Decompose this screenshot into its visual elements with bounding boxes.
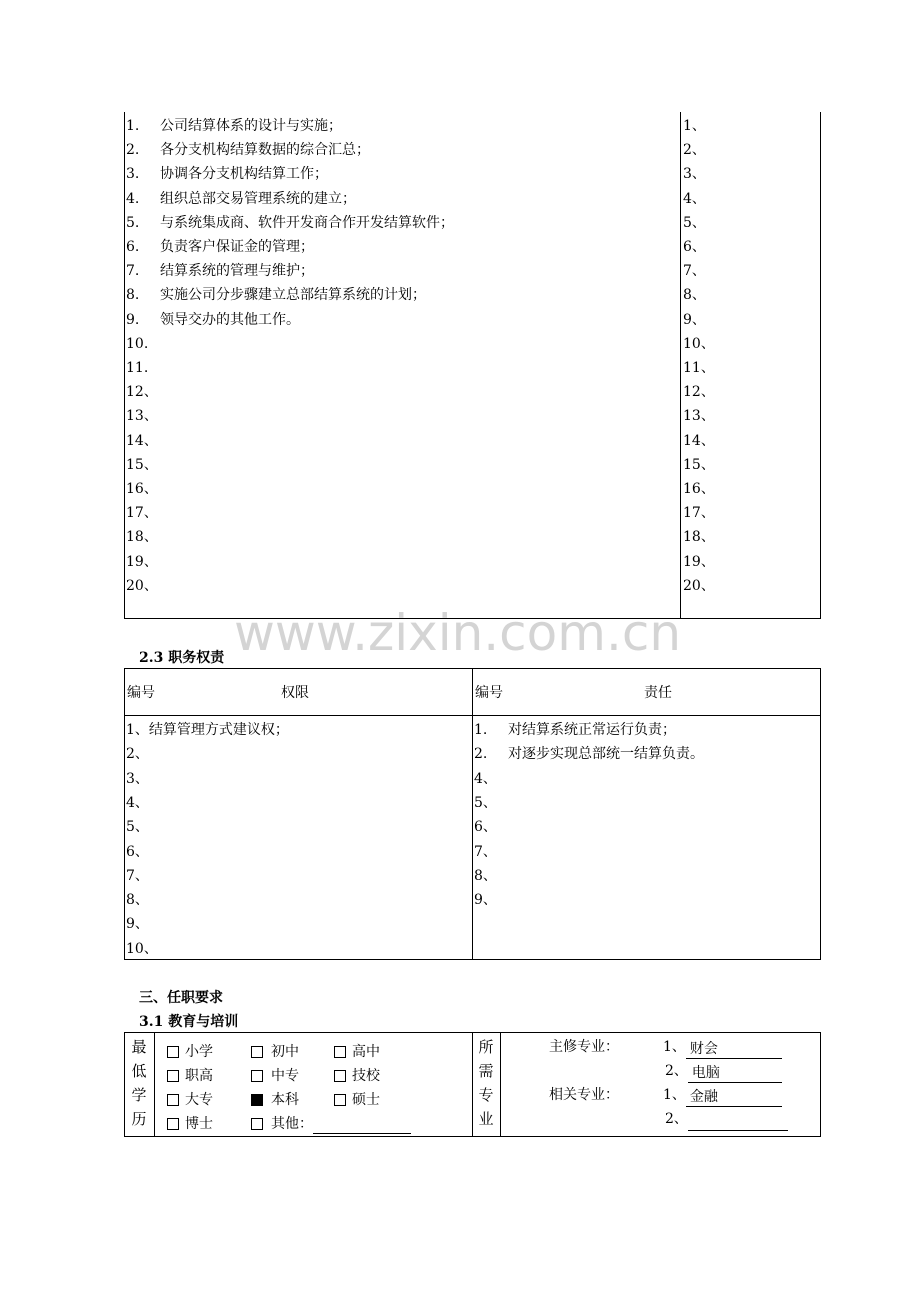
- responsibility-item-number: 9、: [474, 892, 497, 909]
- responsibility-item: [474, 864, 508, 888]
- duty-item: [126, 380, 160, 404]
- duty-item-number: 13、: [126, 408, 158, 425]
- duty-item-text: 结算系统的管理与维护；: [160, 263, 314, 280]
- education-option-label: 博士: [185, 1116, 213, 1132]
- vertical-label-char: 低: [131, 1062, 147, 1080]
- education-option[interactable]: [334, 1042, 380, 1062]
- duty-item-number: 19、: [126, 553, 158, 570]
- education-option[interactable]: [167, 1066, 213, 1086]
- duty-item-text: 公司结算体系的设计与实施；: [160, 118, 342, 134]
- duty-item: [126, 187, 356, 211]
- responsibility-item: [474, 815, 508, 839]
- section-2-3-title: 2.3 职务权责: [139, 650, 225, 666]
- responsibility-item-number: 8、: [474, 867, 497, 884]
- duty-item: [126, 404, 160, 428]
- education-option[interactable]: [251, 1042, 299, 1062]
- education-option-label: 其他：: [271, 1116, 313, 1132]
- right-item-number: 6、: [126, 843, 149, 860]
- education-option-label: 高中: [352, 1044, 380, 1060]
- duty-item-text: 领导交办的其他工作。: [160, 311, 300, 328]
- duty-item: [126, 356, 160, 380]
- vertical-label-char: 学: [131, 1086, 147, 1104]
- responsibility-item: [474, 718, 676, 742]
- duty-item: [126, 501, 160, 525]
- duty-item-number: 20、: [126, 577, 158, 594]
- duty-right-item: 3、: [683, 166, 706, 183]
- duty-item: [126, 332, 160, 356]
- right-item-number: 9、: [126, 916, 149, 933]
- education-option-label: 硕士: [352, 1092, 380, 1108]
- duty-item: [126, 211, 454, 235]
- duty-item: [126, 453, 160, 477]
- checkbox-icon[interactable]: [251, 1094, 263, 1106]
- section-3-title: 三、任职要求: [139, 990, 223, 1006]
- duty-item-text: 组织总部交易管理系统的建立；: [160, 190, 356, 207]
- duty-item-number: 11.: [126, 360, 149, 376]
- right-item: [126, 815, 149, 839]
- duty-item-text: 与系统集成商、软件开发商合作开发结算软件；: [160, 214, 454, 231]
- duty-item-text: 实施公司分步骤建立总部结算系统的计划；: [160, 287, 426, 304]
- education-option-label: 职高: [185, 1068, 213, 1084]
- duty-right-item: 19、: [683, 553, 715, 570]
- duty-item-number: 15、: [126, 456, 158, 473]
- duty-item-text: 负责客户保证金的管理；: [160, 239, 314, 255]
- right-item: [126, 864, 149, 888]
- right-item: [126, 912, 149, 936]
- duty-item-number: 16、: [126, 481, 158, 497]
- duty-right-item: 20、: [683, 577, 715, 594]
- duty-item: [126, 162, 328, 186]
- education-option[interactable]: [251, 1066, 299, 1086]
- duty-right-item: 10、: [683, 335, 715, 352]
- right-item: [126, 767, 149, 791]
- duty-right-item: 16、: [683, 481, 715, 497]
- major-entry: [665, 1059, 782, 1083]
- duty-item: [126, 138, 370, 162]
- checkbox-icon[interactable]: [167, 1070, 179, 1082]
- major-number: 2、: [665, 1063, 688, 1079]
- major-number: 1、: [663, 1039, 686, 1055]
- responsibility-item-text: 对逐步实现总部统一结算负责。: [508, 746, 704, 763]
- duty-right-item: 12、: [683, 384, 715, 401]
- major-value[interactable]: 财会: [686, 1041, 782, 1059]
- related-major-label: 相关专业：: [549, 1087, 619, 1103]
- major-number: 2、: [665, 1111, 688, 1127]
- education-option[interactable]: [167, 1114, 213, 1134]
- duty-right-item: 17、: [683, 505, 715, 522]
- major-value[interactable]: 电脑: [688, 1065, 782, 1083]
- vertical-label-char: 最: [131, 1038, 147, 1056]
- duty-item-text: 各分支机构结算数据的综合汇总；: [160, 142, 370, 159]
- other-blank-line[interactable]: [313, 1116, 411, 1134]
- education-option-label: 初中: [271, 1044, 299, 1060]
- right-item-number: 5、: [126, 819, 149, 836]
- duty-item-text: 协调各分支机构结算工作；: [160, 166, 328, 183]
- right-item-number: 10、: [126, 940, 158, 957]
- education-option[interactable]: [251, 1090, 299, 1110]
- major-entry: [663, 1083, 782, 1107]
- duty-item-number: 4.: [126, 190, 140, 207]
- major-entry: [663, 1035, 782, 1059]
- main-major-label: 主修专业：: [549, 1039, 619, 1055]
- checkbox-icon[interactable]: [251, 1046, 263, 1058]
- checkbox-icon[interactable]: [334, 1070, 346, 1082]
- responsibility-item-number: 5、: [474, 794, 497, 811]
- education-option[interactable]: [167, 1042, 213, 1062]
- watermark: www.zixin.com.cn: [234, 604, 682, 662]
- duty-item: [126, 259, 314, 283]
- duty-item-number: 5.: [126, 214, 140, 231]
- right-item-number: 8、: [126, 892, 149, 909]
- responsibility-item-number: 1.: [474, 722, 488, 738]
- duty-right-item: 15、: [683, 456, 715, 473]
- education-option-label: 技校: [352, 1068, 380, 1084]
- duty-item-number: 12、: [126, 384, 158, 401]
- responsibilities-header-num: 编号: [475, 685, 503, 701]
- duty-right-item: 14、: [683, 432, 715, 449]
- rights-header-num: 编号: [127, 685, 155, 701]
- duty-item-number: 9.: [126, 311, 140, 328]
- duty-item-number: 8.: [126, 287, 140, 304]
- vertical-label-char: 专: [478, 1086, 494, 1104]
- duty-item: [126, 429, 160, 453]
- duty-right-item: 13、: [683, 408, 715, 425]
- responsibility-item: [474, 840, 508, 864]
- responsibility-item-text: 对结算系统正常运行负责；: [508, 722, 676, 738]
- checkbox-icon[interactable]: [167, 1118, 179, 1130]
- right-item: [126, 937, 158, 961]
- education-option[interactable]: [167, 1090, 213, 1110]
- duty-item-number: 3.: [126, 166, 140, 183]
- duty-item-number: 18、: [126, 529, 158, 546]
- right-item-number: 4、: [126, 794, 149, 811]
- duty-item: [126, 477, 160, 501]
- major-number: 1、: [663, 1087, 686, 1103]
- responsibilities-header: 责任: [644, 685, 672, 701]
- vertical-label-char: 历: [131, 1110, 147, 1128]
- checkbox-icon[interactable]: [251, 1070, 263, 1082]
- right-item-text: 结算管理方式建议权；: [148, 722, 289, 738]
- right-item-number: 1、: [126, 722, 149, 738]
- education-option[interactable]: [334, 1090, 380, 1110]
- duty-item-number: 17、: [126, 505, 158, 522]
- duty-right-item: 5、: [683, 214, 706, 231]
- checkbox-icon[interactable]: [334, 1046, 346, 1058]
- responsibility-item-number: 6、: [474, 819, 497, 836]
- right-item-number: 3、: [126, 770, 149, 787]
- education-option[interactable]: [334, 1066, 380, 1086]
- duty-item: [126, 114, 342, 138]
- duty-item-number: 10.: [126, 335, 149, 352]
- duty-item-number: 1.: [126, 118, 140, 134]
- duty-right-item: 1、: [683, 118, 706, 134]
- duty-item: [126, 525, 160, 549]
- right-item: [126, 840, 149, 864]
- vertical-label-char: 业: [478, 1110, 494, 1128]
- duty-right-item: 4、: [683, 190, 706, 207]
- right-item: [126, 742, 149, 766]
- education-option[interactable]: [251, 1114, 411, 1134]
- responsibility-item: [474, 767, 508, 791]
- major-value[interactable]: 金融: [686, 1089, 782, 1107]
- major-entry: [665, 1107, 788, 1131]
- checkbox-icon[interactable]: [167, 1094, 179, 1106]
- right-item: [126, 718, 289, 742]
- responsibility-item: [474, 742, 704, 766]
- duty-item: [126, 550, 160, 574]
- checkbox-icon[interactable]: [334, 1094, 346, 1106]
- duty-item-number: 2.: [126, 142, 140, 159]
- duty-item: [126, 235, 314, 259]
- right-item: [126, 888, 149, 912]
- duty-item: [126, 308, 300, 332]
- duty-right-item: 9、: [683, 311, 706, 328]
- vertical-label-char: 需: [478, 1062, 494, 1080]
- duty-item-number: 7.: [126, 263, 140, 280]
- responsibility-item-number: 2.: [474, 746, 488, 763]
- education-option-label: 本科: [271, 1092, 299, 1108]
- right-item: [126, 791, 149, 815]
- duty-right-item: 2、: [683, 142, 706, 159]
- duty-right-item: 11、: [683, 360, 715, 376]
- duty-item-number: 6.: [126, 239, 140, 255]
- education-option-label: 中专: [271, 1068, 299, 1084]
- duty-item: [126, 574, 160, 598]
- responsibility-item-number: 7、: [474, 843, 497, 860]
- rights-header: 权限: [281, 685, 309, 701]
- duty-item: [126, 283, 426, 307]
- responsibility-item: [474, 888, 508, 912]
- checkbox-icon[interactable]: [251, 1118, 263, 1130]
- responsibility-item-number: 4、: [474, 770, 497, 787]
- right-item-number: 2、: [126, 746, 149, 763]
- duty-right-item: 6、: [683, 239, 706, 255]
- education-option-label: 大专: [185, 1092, 213, 1108]
- responsibility-item: [474, 791, 508, 815]
- section-3-1-title: 3.1 教育与培训: [139, 1014, 239, 1030]
- duty-right-item: 8、: [683, 287, 706, 304]
- duty-right-item: 7、: [683, 263, 706, 280]
- vertical-label-char: 所: [478, 1038, 494, 1056]
- duty-right-item: 18、: [683, 529, 715, 546]
- education-option-label: 小学: [185, 1044, 213, 1060]
- right-item-number: 7、: [126, 867, 149, 884]
- checkbox-icon[interactable]: [167, 1046, 179, 1058]
- duty-item-number: 14、: [126, 432, 158, 449]
- major-value[interactable]: [688, 1113, 788, 1131]
